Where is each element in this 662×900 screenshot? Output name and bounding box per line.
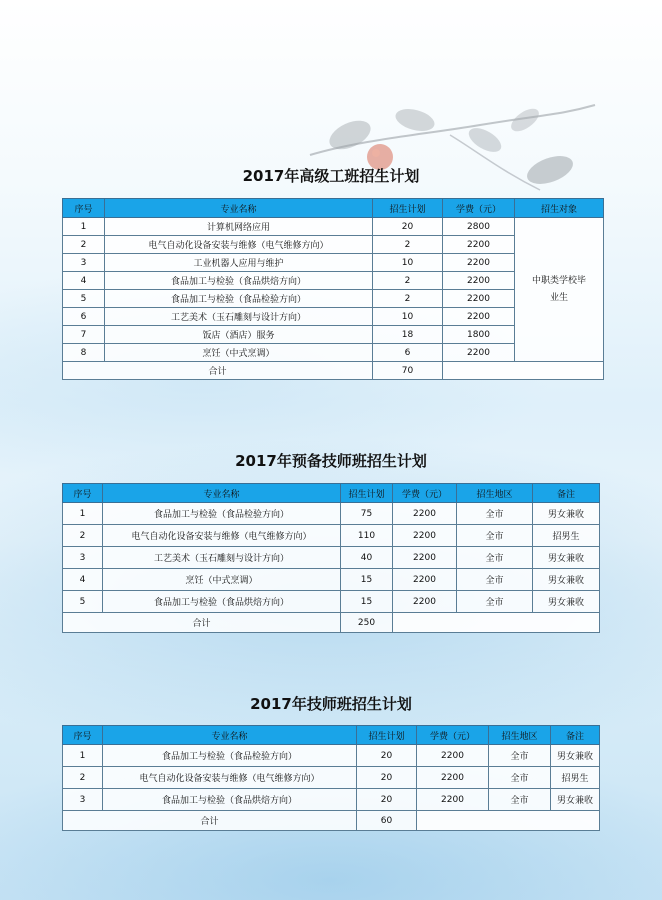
- row-no: 5: [63, 591, 103, 613]
- row-plan: 10: [373, 254, 443, 272]
- row-no: 4: [63, 569, 103, 591]
- table-header-row: [63, 199, 604, 218]
- row-no: 5: [63, 290, 105, 308]
- col-header-no: 序号: [63, 726, 103, 745]
- row-region: 全市: [457, 503, 533, 525]
- row-no: 2: [63, 236, 105, 254]
- row-fee: 2200: [393, 591, 457, 613]
- row-major: 烹饪（中式烹调）: [105, 344, 373, 362]
- row-fee: 2200: [417, 745, 489, 767]
- row-no: 1: [63, 745, 103, 767]
- col-header-plan: 招生计划: [341, 484, 393, 503]
- total-label: 合计: [63, 811, 357, 831]
- row-note: 男女兼收: [551, 789, 600, 811]
- total-value: 250: [341, 613, 393, 633]
- row-note: 男女兼收: [533, 547, 600, 569]
- col-header-target: 招生对象: [515, 199, 604, 218]
- target-text: 中职类学校毕业生: [531, 275, 586, 303]
- row-plan: 18: [373, 326, 443, 344]
- row-major: 工业机器人应用与维护: [105, 254, 373, 272]
- row-region: 全市: [489, 767, 551, 789]
- row-major: 食品加工与检验（食品检验方向）: [105, 290, 373, 308]
- table-row: [63, 789, 600, 811]
- col-header-major: 专业名称: [103, 484, 341, 503]
- col-header-fee: 学费（元）: [393, 484, 457, 503]
- col-header-major: 专业名称: [103, 726, 357, 745]
- total-label: 合计: [63, 613, 341, 633]
- col-header-region: 招生地区: [489, 726, 551, 745]
- row-major: 电气自动化设备安装与维修（电气维修方向）: [103, 525, 341, 547]
- row-fee: 2200: [443, 308, 515, 326]
- row-fee: 2200: [393, 547, 457, 569]
- row-plan: 20: [357, 789, 417, 811]
- row-fee: 2200: [443, 290, 515, 308]
- total-empty-cell: [393, 613, 600, 633]
- total-row: [63, 613, 600, 633]
- row-fee: 2200: [443, 236, 515, 254]
- row-region: 全市: [457, 591, 533, 613]
- row-note: 招男生: [551, 767, 600, 789]
- row-note: 男女兼收: [533, 503, 600, 525]
- row-major: 食品加工与检验（食品烘焙方向）: [105, 272, 373, 290]
- row-plan: 15: [341, 569, 393, 591]
- col-header-note: 备注: [533, 484, 600, 503]
- row-plan: 20: [357, 745, 417, 767]
- table-row: [63, 569, 600, 591]
- row-no: 6: [63, 308, 105, 326]
- row-no: 1: [63, 218, 105, 236]
- row-region: 全市: [457, 569, 533, 591]
- row-plan: 20: [357, 767, 417, 789]
- row-plan: 6: [373, 344, 443, 362]
- row-fee: 1800: [443, 326, 515, 344]
- row-fee: 2200: [393, 569, 457, 591]
- total-label: 合计: [63, 362, 373, 380]
- row-no: 4: [63, 272, 105, 290]
- row-major: 烹饪（中式烹调）: [103, 569, 341, 591]
- row-no: 3: [63, 254, 105, 272]
- row-fee: 2200: [393, 525, 457, 547]
- row-plan: 2: [373, 290, 443, 308]
- row-fee: 2200: [443, 344, 515, 362]
- row-region: 全市: [489, 745, 551, 767]
- row-major: 食品加工与检验（食品检验方向）: [103, 503, 341, 525]
- table-row: [63, 745, 600, 767]
- col-header-note: 备注: [551, 726, 600, 745]
- row-major: 食品加工与检验（食品烘焙方向）: [103, 591, 341, 613]
- row-plan: 110: [341, 525, 393, 547]
- row-major: 食品加工与检验（食品烘焙方向）: [103, 789, 357, 811]
- total-row: [63, 362, 604, 380]
- table-row: [63, 591, 600, 613]
- row-major: 工艺美术（玉石雕刻与设计方向）: [103, 547, 341, 569]
- target-cell: [515, 218, 604, 362]
- total-empty-cell: [443, 362, 604, 380]
- col-header-plan: 招生计划: [373, 199, 443, 218]
- col-header-no: 序号: [63, 484, 103, 503]
- decorative-branch-illustration: [300, 95, 600, 215]
- advanced-worker-plan-table: [62, 198, 604, 380]
- row-no: 2: [63, 525, 103, 547]
- row-no: 2: [63, 767, 103, 789]
- row-major: 电气自动化设备安装与维修（电气维修方向）: [103, 767, 357, 789]
- row-plan: 40: [341, 547, 393, 569]
- row-no: 7: [63, 326, 105, 344]
- table-row: [63, 218, 604, 236]
- technician-plan-table: [62, 725, 600, 831]
- col-header-major: 专业名称: [105, 199, 373, 218]
- table1-title: 2017年高级工班招生计划: [242, 167, 420, 185]
- row-plan: 75: [341, 503, 393, 525]
- table-row: [63, 525, 600, 547]
- col-header-region: 招生地区: [457, 484, 533, 503]
- row-plan: 2: [373, 236, 443, 254]
- row-note: 男女兼收: [533, 591, 600, 613]
- row-major: 计算机网络应用: [105, 218, 373, 236]
- row-note: 男女兼收: [551, 745, 600, 767]
- table-header-row: [63, 484, 600, 503]
- table-row: [63, 547, 600, 569]
- row-no: 3: [63, 789, 103, 811]
- pre-technician-plan-table: [62, 483, 600, 633]
- row-major: 饭店（酒店）服务: [105, 326, 373, 344]
- col-header-no: 序号: [63, 199, 105, 218]
- row-no: 1: [63, 503, 103, 525]
- row-fee: 2200: [417, 789, 489, 811]
- total-row: [63, 811, 600, 831]
- table2-title: 2017年预备技师班招生计划: [235, 452, 427, 470]
- row-fee: 2800: [443, 218, 515, 236]
- row-plan: 15: [341, 591, 393, 613]
- total-empty-cell: [417, 811, 600, 831]
- table-header-row: [63, 726, 600, 745]
- row-plan: 2: [373, 272, 443, 290]
- row-fee: 2200: [443, 254, 515, 272]
- col-header-fee: 学费（元）: [417, 726, 489, 745]
- row-no: 8: [63, 344, 105, 362]
- row-region: 全市: [457, 547, 533, 569]
- row-region: 全市: [489, 789, 551, 811]
- row-plan: 20: [373, 218, 443, 236]
- row-plan: 10: [373, 308, 443, 326]
- row-fee: 2200: [417, 767, 489, 789]
- row-fee: 2200: [443, 272, 515, 290]
- row-major: 食品加工与检验（食品检验方向）: [103, 745, 357, 767]
- col-header-fee: 学费（元）: [443, 199, 515, 218]
- row-major: 工艺美术（玉石雕刻与设计方向）: [105, 308, 373, 326]
- table-row: [63, 503, 600, 525]
- row-fee: 2200: [393, 503, 457, 525]
- row-major: 电气自动化设备安装与维修（电气维修方向）: [105, 236, 373, 254]
- total-value: 60: [357, 811, 417, 831]
- row-region: 全市: [457, 525, 533, 547]
- total-value: 70: [373, 362, 443, 380]
- table-row: [63, 767, 600, 789]
- col-header-plan: 招生计划: [357, 726, 417, 745]
- row-no: 3: [63, 547, 103, 569]
- table3-title: 2017年技师班招生计划: [250, 695, 412, 713]
- row-note: 招男生: [533, 525, 600, 547]
- row-note: 男女兼收: [533, 569, 600, 591]
